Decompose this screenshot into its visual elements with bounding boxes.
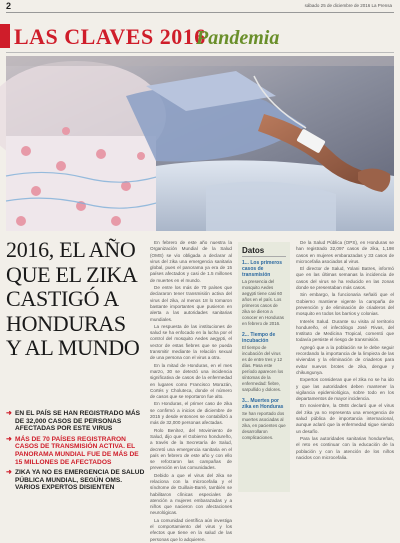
article-paragraph: En la mitad de Honduras, en el mes marzo, 30 se detectó una incidencia significativa de casos de la enfermedad en lugares como Francisco Morazán, Cortés y Choluteca, donde el número de casos que se reportaron fue alto. — [150, 362, 232, 400]
arrow-icon: ➜ — [6, 435, 12, 443]
dato-title: 2... Tiempo de incubación — [242, 332, 276, 344]
dato-title: 3... Muertes por zika en Honduras — [242, 398, 284, 410]
dato-body: Se han reportado dos muertes asociadas al zika, en pacientes que desarrollaron complicaciones. — [242, 411, 286, 440]
datos-sidebar — [238, 242, 290, 492]
section-tab-marker — [0, 24, 10, 48]
article-paragraph: Interés Salud. Durante su visita al territorio hondureño, el infectólogo José Rivas, del Instituto de Medicina Tropical, comentó que todavía persiste el riesgo de transmisión. — [296, 318, 394, 343]
headline-line: HONDURAS — [6, 310, 126, 336]
key-point — [6, 469, 146, 492]
article-column-2 — [296, 240, 394, 490]
article-paragraph: En noviembre, la OMS declaró que el virus del zika ya no representa una emergencia de salud pública de importancia internacional, aunque aclaró que la enfermedad sigue siendo un desafío. — [296, 403, 394, 434]
headline-line: CASTIGÓ A — [6, 286, 119, 311]
article-paragraph: Rolo Benítez, del Movimiento de Salud, dijo que el Gobierno hondureño, a través de la Secretaría de Salud, decretó una emergencia sanitaria en el país en febrero de este año y con ello se reforzaron las campañas de prevención en las comunidades. — [150, 427, 232, 471]
datos-title: Datos — [238, 242, 290, 257]
dato-body: La presencia del mosquito Aedes aegypti tiene casi 60 años en el país. Los primeros casos de zika se dieron a conocer en Honduras en febrero de 2016. — [242, 279, 284, 326]
key-point-text: MÁS DE 70 PAÍSES REGISTRARON CASOS DE TRANSMISIÓN ACTIVA. EL PANORAMA MUNDIAL FUE DE MÁS DE 15 MILLONES DE AFECTADOS — [15, 435, 139, 466]
arrow-icon: ➜ — [6, 410, 12, 417]
dateline: sábado 25 de diciembre de 2016 La Prensa — [304, 3, 392, 8]
article-column-1 — [150, 240, 232, 542]
headline — [6, 238, 144, 361]
article-paragraph: La respuesta de las instituciones de salud se ha enfocado en la lucha por el control del mosquito Aedes aegypti, el vector de estas fiebres que se pueda transmitir mediante la relación sexual de una persona con el virus a otra. — [150, 323, 232, 361]
key-point — [6, 410, 146, 433]
hero-photo — [6, 56, 394, 231]
key-point-text: EN EL PAÍS SE HAN REGISTRADO MÁS DE 32,000 CASOS DE PERSONAS AFECTADAS POR ESTE VIRUS — [15, 410, 141, 433]
article-paragraph: Sin embargo, la funcionaria señaló que el Gobierno mantiene vigente la campaña de prevención y de eliminación de criaderos del mosquito en todos los barrios y colonias. — [296, 292, 394, 317]
dato-item — [238, 329, 290, 395]
section-title: LAS CLAVES 2016 — [14, 24, 206, 49]
top-divider — [6, 12, 394, 13]
section-subtitle: Pandemia — [196, 27, 280, 49]
article-paragraph: Debido a que el virus del zika se relaciona con la microcefalia y el síndrome de Guillain-Barré, también se habilitaron clínicas especiales de atención a mujeres embarazadas y a niños que nacieron con afectaciones neurológicas. — [150, 472, 232, 516]
key-point — [6, 436, 146, 466]
top-bar — [0, 0, 400, 14]
headline-line: 2016, EL AÑO — [6, 237, 136, 262]
article-paragraph: De entre los más de 70 países que declararon tener transmisión activa del virus del zika, al menos 18 lo tomaron bastante importantes que pusieron en alerta a las autoridades sanitarias mundiales. — [150, 285, 232, 322]
patient-in-hospital-bed-illustration — [6, 56, 394, 231]
article-paragraph: Expertos consideran que el zika no se ha ido y que las autoridades deben mantener la vigilancia epidemiológica, sobre todo en los departamentos de mayor incidencia. — [296, 377, 394, 402]
article-paragraph: Agregó que a la población se le debe seguir recordando la importancia de la limpieza de las viviendas y la eliminación de criaderos para evitar nuevos brotes de zika, dengue y chikungunya. — [296, 344, 394, 375]
dato-body: El tiempo de incubación del virus es de entre tres y 12 días. Pasa este período aparecen los síntomas de la enfermedad: fiebre, sarpullido y dolores. — [242, 345, 284, 392]
article-paragraph: El director de Salud, Yolani Batres, informó que en las últimas semanas la incidencia de casos del virus se ha reducido en las zonas donde se presentaban más casos. — [296, 266, 394, 291]
page-number: 2 — [6, 1, 12, 11]
article-paragraph: De la Salud Pública (OPS), en Honduras se han registrado 32,097 casos de zika, 1,198 casos en mujeres embarazadas y 33 casos de microcefalia asociados al virus. — [296, 240, 394, 264]
section-header — [0, 18, 400, 54]
headline-line: QUE EL ZIKA — [6, 261, 138, 287]
key-point-text: ZIKA YA NO ES EMERGENCIA DE SALUD PÚBLICA MUNDIAL, SEGÚN OMS. VARIOS EXPERTOS DISIENTEN — [15, 469, 145, 492]
article-paragraph: En Honduras, el primer caso de zika se confirmó a inicios de diciembre de 2015 y desde entonces se contabilizó a más de 32,000 personas afectadas. — [150, 401, 232, 426]
dato-item — [238, 257, 290, 329]
arrow-icon: ➜ — [6, 469, 12, 477]
headline-line: Y AL MUNDO — [6, 335, 140, 360]
article-paragraph: En febrero de este año nuestra la Organización Mundial de la Salud (OMS) se vio obligada a declarar al virus del zika una emergencia sanitaria global, pues el panorama ya era de 15 países afectados y casi de 1.5 millones de muertes en el mundo. — [150, 240, 232, 283]
article-paragraph: La comunidad científica aún investiga el comportamiento del virus y los efectos que tiene en la salud de las personas que lo adquieren. — [150, 517, 232, 542]
key-points — [6, 410, 146, 495]
article-paragraph: Para las autoridades sanitarias hondureñas, el reto es continuar con la educación de la población y con la atención de los niños nacidos con microcefalia. — [296, 435, 394, 460]
dato-title: 1... Los primeros casos de transmisión — [242, 260, 283, 278]
dato-item — [238, 395, 290, 443]
header-divider — [6, 52, 394, 53]
